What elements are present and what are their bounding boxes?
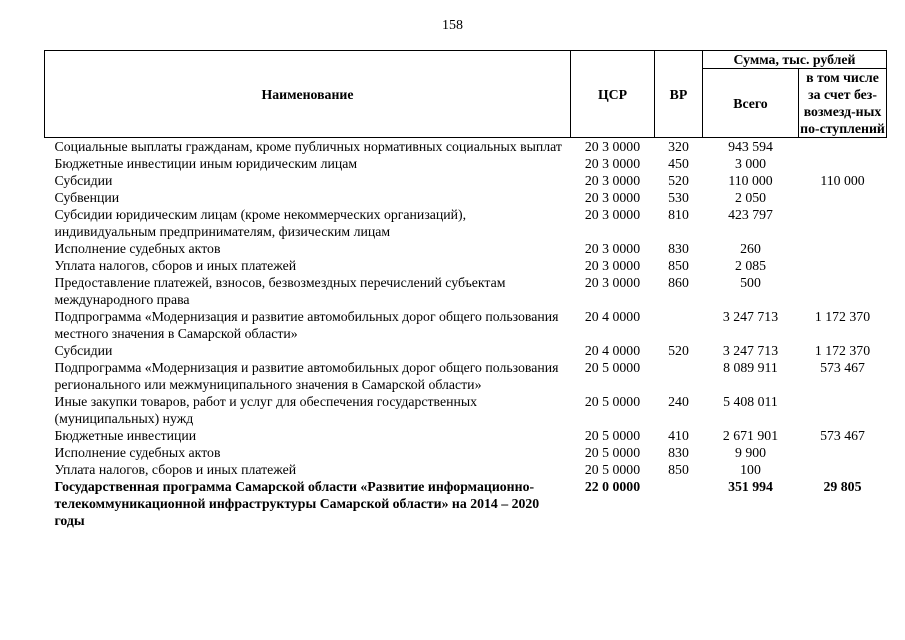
row-vr <box>655 478 703 529</box>
row-name: Социальные выплаты гражданам, кроме публичных нормативных социальных выплат <box>54 139 562 154</box>
table-row <box>45 172 887 189</box>
row-free-receipts <box>799 257 887 274</box>
row-vr <box>655 308 703 342</box>
table-body <box>45 138 887 530</box>
table-row <box>45 342 887 359</box>
row-csr: 20 4 0000 <box>584 309 641 324</box>
table-row <box>45 189 887 206</box>
row-free-receipts <box>799 274 887 308</box>
row-name: Подпрограмма «Модернизация и развитие автомобильных дорог общего пользования регионального или межмуниципального значения в Самарской области» <box>54 360 559 392</box>
table-row <box>45 240 887 257</box>
row-free-receipts <box>799 461 887 478</box>
row-csr: 20 3 0000 <box>584 275 641 290</box>
row-vr: 240 <box>668 394 689 409</box>
row-vr: 860 <box>668 275 689 290</box>
row-total: 2 050 <box>734 190 767 205</box>
row-csr: 20 5 0000 <box>584 445 641 460</box>
row-total: 423 797 <box>728 207 773 222</box>
row-total: 500 <box>740 275 761 290</box>
row-free-receipts <box>799 206 887 240</box>
table-row <box>45 427 887 444</box>
row-csr: 20 3 0000 <box>584 258 641 273</box>
row-free-receipts <box>799 240 887 257</box>
row-csr: 20 3 0000 <box>584 190 641 205</box>
row-csr: 20 5 0000 <box>584 428 641 443</box>
row-total: 3 247 713 <box>722 343 779 358</box>
table-row <box>45 359 887 393</box>
row-name: Предоставление платежей, взносов, безвозмездных перечислений субъектам международного права <box>54 275 506 307</box>
table-row <box>45 444 887 461</box>
row-name: Субсидии <box>54 173 113 188</box>
table-row <box>45 308 887 342</box>
row-csr: 20 5 0000 <box>584 462 641 477</box>
table-row <box>45 206 887 240</box>
table-row <box>45 478 887 529</box>
row-total: 8 089 911 <box>723 360 778 375</box>
row-vr: 410 <box>668 428 689 443</box>
row-csr: 20 3 0000 <box>584 156 641 171</box>
table-row <box>45 274 887 308</box>
row-vr: 450 <box>668 156 689 171</box>
row-free-receipts: 573 467 <box>820 428 865 443</box>
table-row <box>45 138 887 156</box>
row-name: Государственная программа Самарской области «Развитие информационно-телекоммуникационной инфраструктуры Самарской области» на 2014 – 2020 годы <box>54 479 540 528</box>
row-name: Уплата налогов, сборов и иных платежей <box>54 462 297 477</box>
row-free-receipts <box>799 138 887 156</box>
row-vr: 320 <box>668 139 689 154</box>
row-vr <box>655 359 703 393</box>
row-vr: 520 <box>668 343 689 358</box>
row-free-receipts <box>799 189 887 206</box>
table-row <box>45 155 887 172</box>
table-row <box>45 393 887 427</box>
row-csr: 20 5 0000 <box>584 394 641 409</box>
row-vr: 830 <box>668 241 689 256</box>
row-vr: 850 <box>668 462 689 477</box>
row-total: 110 000 <box>728 173 773 188</box>
row-total: 5 408 011 <box>723 394 778 409</box>
row-total: 260 <box>740 241 761 256</box>
row-vr: 530 <box>668 190 689 205</box>
row-total: 351 994 <box>728 479 773 494</box>
row-name: Бюджетные инвестиции иным юридическим лицам <box>54 156 358 171</box>
row-csr: 20 3 0000 <box>584 241 641 256</box>
header-including-free: в том числе за счет без-возмезд-ных по-ступлений <box>800 70 885 136</box>
row-name: Иные закупки товаров, работ и услуг для обеспечения государственных (муниципальных) нужд <box>54 394 478 426</box>
row-total: 3 247 713 <box>722 309 779 324</box>
row-vr: 850 <box>668 258 689 273</box>
row-total: 2 671 901 <box>722 428 779 443</box>
row-csr: 20 5 0000 <box>584 360 641 375</box>
row-name: Субсидии <box>54 343 113 358</box>
header-sum-group: Сумма, тыс. рублей <box>703 51 887 69</box>
row-csr: 20 4 0000 <box>584 343 641 358</box>
table-row <box>45 461 887 478</box>
row-name: Уплата налогов, сборов и иных платежей <box>54 258 297 273</box>
row-total: 9 900 <box>734 445 767 460</box>
row-free-receipts <box>799 444 887 461</box>
row-vr: 810 <box>668 207 689 222</box>
row-vr: 830 <box>668 445 689 460</box>
row-total: 943 594 <box>728 139 773 154</box>
row-free-receipts <box>799 155 887 172</box>
row-free-receipts: 110 000 <box>820 173 865 188</box>
row-free-receipts: 573 467 <box>820 360 865 375</box>
row-csr: 22 0 0000 <box>584 479 641 494</box>
row-free-receipts: 1 172 370 <box>814 309 871 324</box>
row-name: Подпрограмма «Модернизация и развитие автомобильных дорог общего пользования местного значения в Самарской области» <box>54 309 559 341</box>
row-name: Субсидии юридическим лицам (кроме некоммерческих организаций), индивидуальным предпринимателям, физическим лицам <box>54 207 467 239</box>
row-csr: 20 3 0000 <box>584 139 641 154</box>
header-vr: ВР <box>655 51 703 138</box>
row-name: Бюджетные инвестиции <box>54 428 197 443</box>
row-free-receipts: 29 805 <box>823 479 862 494</box>
row-name: Исполнение судебных актов <box>54 241 221 256</box>
row-csr: 20 3 0000 <box>584 207 641 222</box>
row-free-receipts <box>799 393 887 427</box>
table-row <box>45 257 887 274</box>
table-header <box>45 51 887 138</box>
header-total: Всего <box>703 69 799 138</box>
row-csr: 20 3 0000 <box>584 173 641 188</box>
budget-table <box>44 50 887 529</box>
row-total: 100 <box>740 462 761 477</box>
page-number: 158 <box>442 18 463 33</box>
row-name: Субвенции <box>54 190 120 205</box>
row-total: 2 085 <box>734 258 767 273</box>
row-free-receipts: 1 172 370 <box>814 343 871 358</box>
row-vr: 520 <box>668 173 689 188</box>
row-total: 3 000 <box>734 156 767 171</box>
row-name: Исполнение судебных актов <box>54 445 221 460</box>
header-name: Наименование <box>45 51 571 138</box>
header-csr: ЦСР <box>571 51 655 138</box>
